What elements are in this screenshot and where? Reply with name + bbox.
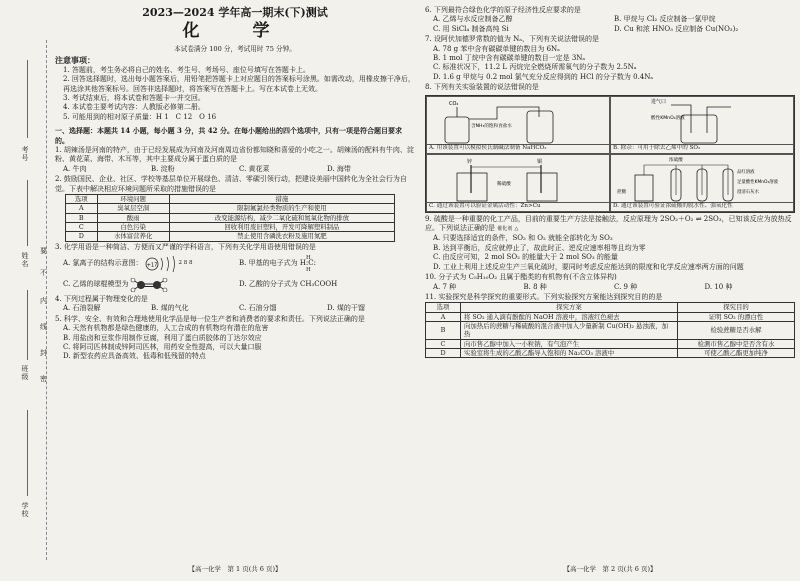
seal-char: 封 [40,349,47,357]
option-text: A. 氯离子的结构示意图： [63,259,143,268]
table-cell: 实验室将生成的乙酸乙酯导入饱和的 Na₂CO₃ 溶液中 [461,348,678,357]
class-label: 班级 [21,365,29,381]
option: C. 标准状况下，11.2 L 丙烷完全燃烧所需氧气的分子数为 2.5Nₐ [433,63,637,72]
q3-row2 [55,276,415,294]
table-cell: A [426,312,461,321]
table-cell: 证明 SO₂ 的漂白性 [678,312,795,321]
seal-char: 密 [40,375,47,383]
option: A. 天然有机物都是绿色健康的，人工合成的有机物均有潜在的危害 [63,324,269,333]
table-cell: B [66,213,98,222]
footer-page-1: 【高一化学 第 1 页(共 6 页)】 [188,564,282,573]
option: C. 将阿司匹林制成锌阿司匹林，用药安全性提高，可以大量口服 [63,343,262,352]
option: B. 用盐卤和豆浆作用制作豆腐，利用了蛋白质胶体的丁达尔效应 [63,333,262,342]
seal-line [46,40,47,560]
caption: D. 通过该装置可验证浓硫酸的脱水性、强氧化性 [611,202,793,211]
school-label: 学校 [21,502,29,518]
exam-info: 本试卷满分 100 分，考试用时 75 分钟。 [174,45,296,53]
table-cell: 回收利用废旧塑料，开发可降解塑料制品 [169,222,394,231]
table-row [66,222,395,231]
exam-no-line [27,60,28,138]
school-line [27,410,28,496]
note-item: 3. 考试结束后，将本试卷和答题卡一并交回。 [63,94,205,103]
apparatus-b [610,96,794,154]
notes-heading: 注意事项： [55,55,95,66]
table-row [66,204,395,213]
option [63,278,239,292]
q11-table [425,302,795,358]
note-item: 4. 本试卷主要考试内容：人教版必修第二册。 [63,103,205,112]
apparatus-d-drawing [611,155,791,203]
h-atom: H [306,266,311,273]
table-header: 选项 [426,303,461,312]
table-row [66,213,395,222]
table-row [66,232,395,241]
table-cell: D [426,348,461,357]
apparatus-c [426,154,610,212]
caption: A. 用该装置可以模拟侯氏制碱法制备 NaHCO₃ [427,144,609,153]
option: A. 牛肉 [63,164,87,173]
table-header: 措施 [169,195,394,204]
question-11: 11. 实验探究是科学探究的重要形式。下列实验探究方案能达到探究目的的是 [425,292,663,301]
section-heading: 一、选择题：本题共 14 小题，每小题 3 分，共 42 分。在每小题给出的四个选项中，只有一项是符合题目要求的。 [55,126,402,145]
exam-no-label: 考号 [21,146,29,162]
subject-title: 化 学 [182,21,288,41]
table-cell: C [66,222,98,231]
table-cell: 水体富营养化 [97,232,169,241]
caption: B. 除杂：可用于除去乙烯中的 SO₂ [611,144,793,153]
question-5: 5. 科学、安全、有效和合理地使用化学品是每一位生产者和消费者的要求和责任。下列说法正确的是 [55,314,365,323]
option [63,254,239,274]
seal-char: 线 [40,323,47,331]
table-row [426,339,795,348]
table-row [426,348,795,357]
table-row [426,321,795,339]
table-cell: 臭氧层空洞 [97,204,169,213]
table-cell: 禁止使用含磷洗衣粉及施用氮肥 [169,232,394,241]
class-line [27,290,28,360]
apparatus-label: 含NH₃的饱和食盐水 [471,123,512,129]
table-header: 探究目的 [678,303,795,312]
option: C. 9 种 [614,282,638,291]
apparatus-label: 进气口 [651,98,667,105]
left-column [55,6,415,576]
option: B. 甲烷与 Cl₂ 反应制备一氯甲烷 [614,15,716,24]
option: D. 煤的干馏 [327,304,365,313]
option: D. 乙酸的分子式为 CH₃COOH [239,280,338,289]
option: D. 10 种 [704,282,733,291]
table-cell: 白色污染 [97,222,169,231]
option [239,255,415,273]
h-atom: H [306,254,311,261]
question-2: 2. 鼓励国民、企业、社区、学校等基层单位开展绿色、清洁、零碳引领行动，把建设美丽中国转化为全社会行为自觉。下表中解决相应环境问题所采取的措施错误的是 [55,175,407,193]
methyl-hydrogens [306,255,311,273]
table-cell: 向加热后的蔗糖与稀硫酸的混合液中加入少量新制 Cu(OH)₂ 悬浊液，加热 [461,321,678,339]
option: B. 淀粉 [151,164,175,173]
question-text: 9. 硫酸是一种重要的化工产品，目前的重要生产方法是接触法，反应原理为 2SO₂＋O₂ ⇌ 2SO₃，已知该反应为放热反应。下列说法正确的是 [425,214,792,233]
option: D. 1.6 g 甲烷与 0.2 mol 氯气充分反应得到的 HCl 的分子数为 0.4Nₐ [433,72,654,81]
apparatus-label: 浓硫酸 [669,157,683,163]
q10-options [425,283,795,292]
note-item: 2. 回答选择题时，选出每小题答案后，用铅笔把答题卡上对应题目的答案标号涂黑。如需改动，用橡皮擦干净后，再选涂其他答案标号。回答非选择题时，将答案写在答题卡上。写在本试卷上无效。 [63,75,415,93]
seal-char: 要 [40,247,47,255]
question-9 [425,215,795,235]
heat-symbol: △ [514,226,519,233]
option: A. 只要选择适宜的条件，SO₂ 和 O₂ 就能全部转化为 SO₃ [433,234,613,243]
question-1: 1. 胡辣汤是河南的特产，由于已经发展成为河南及河南周边省份都知晓和喜爱的小吃之一。胡辣汤的配料有牛肉、淀粉、黄花菜、海带、木耳等，其中主要成分属于蛋白质的是 [55,146,414,164]
table-cell: 将 SO₂ 通入滴有酚酞的 NaOH 溶液中，溶液红色褪去 [461,312,678,321]
table-header: 选项 [66,195,98,204]
ethylene-ball-stick-model [129,278,169,292]
option: D. 海带 [327,164,351,173]
apparatus-b-drawing [611,97,791,145]
apparatus-a [426,96,610,154]
q4-options [55,304,415,313]
table-cell: 向市售乙醇中加入一小粒钠，有气泡产生 [461,339,678,348]
option: A. 78 g 苯中含有碳碳单键的数目为 6Nₐ [433,44,560,53]
option: C. 石油分馏 [239,304,277,313]
q1-options [55,165,415,174]
question-10: 10. 分子式为 C₅H₁₀O₂ 且属于酯类的有机物有(不含立体异构) [425,273,617,282]
q8-apparatus-grid [425,95,795,213]
option: A. 石油裂解 [63,304,101,313]
seal-char: 不 [40,269,47,277]
option: B. 1 mol 丁烷中含有碳碳单键的数目一定是 3Nₐ [433,54,586,63]
right-column [425,6,795,576]
table-cell: 检测市售乙醇中是否含有水 [678,339,795,348]
table-header: 探究方案 [461,303,678,312]
question-3: 3. 化学用语是一种简洁、方便而又严谨的学科语言，下列有关化学用语使用错误的是 [55,242,316,251]
q3-row1 [55,252,415,276]
table-cell: 可使乙酸乙酯更加纯净 [678,348,795,357]
nucleus-label: +17 [146,262,157,269]
apparatus-c-drawing [427,155,607,203]
chloride-ion-diagram [143,254,179,274]
option: D. 新型农药应具备高效、低毒和低残留的特点 [63,352,206,361]
option: D. 工业上利用上述反应生产三氧化硫时，要同时考虑反应能达到的限度和化学反应速率两方面的问题 [433,262,744,271]
apparatus-label: 铜 [537,158,543,165]
apparatus-label: 品红溶液 [737,169,755,175]
apparatus-d [610,154,794,212]
table-cell: B [426,321,461,339]
option: A. 乙烯与水反应制备乙醇 [433,15,513,24]
table-cell: 检验蔗糖是否水解 [678,321,795,339]
exam-title: 2023—2024 学年高一期末(下)测试 [142,6,328,19]
question-6: 6. 下列最符合绿色化学的原子经济性反应要求的是 [425,6,581,14]
table-row [426,312,795,321]
footer-page-2: 【高一化学 第 2 页(共 6 页)】 [563,564,657,573]
apparatus-label: CO₂ [449,100,459,107]
table-cell: C [426,339,461,348]
apparatus-label: 酸性KMnO₄溶液 [651,115,685,121]
option-text: C. 乙烯的球棍模型为 [63,280,129,289]
question-7: 7. 设阿伏加德罗常数的值为 Nₐ，下列有关说法错误的是 [425,35,599,44]
apparatus-label: 足量酸性KMnO₄溶液 [737,179,779,185]
option: B. 煤的气化 [151,304,189,313]
option: D. Cu 和浓 HNO₃ 反应制备 Cu(NO₃)₂ [614,24,739,33]
binding-margin [0,0,50,581]
table-cell: 改变能源结构，减少二氧化硫和氮氧化物的排放 [169,213,394,222]
question-8: 8. 下列有关实验装置的说法错误的是 [425,83,539,92]
apparatus-label: 蔗糖 [617,189,627,195]
table-cell: 限制氟氯烃类物质的生产和使用 [169,204,394,213]
option: B. 达到平衡后，反应就停止了，故此时正、逆反应速率相等且均为零 [433,243,646,252]
apparatus-a-drawing [427,97,607,145]
note-item: 5. 可能用到的相对原子质量：H 1 C 12 O 16 [63,112,217,121]
option: C. 黄花菜 [239,164,270,173]
apparatus-label: 锌 [467,158,473,165]
apparatus-label: 稀硫酸 [497,181,511,187]
question-4: 4. 下列过程属于物理变化的是 [55,294,148,303]
option: A. 7 种 [433,282,457,291]
option: C. 用 SiCl₄ 制备高纯 Si [433,24,509,33]
option: B. 8 种 [523,282,547,291]
table-cell: D [66,232,98,241]
seal-char: 内 [40,297,47,305]
caption: C. 通过该装置可以验证金属活动性：Zn>Cu [427,202,609,211]
option-text: B. 甲基的电子式为 H:C: [239,259,316,268]
table-cell: A [66,204,98,213]
shell-electrons: 2 8 8 [178,260,193,267]
q2-table [65,194,395,241]
table-header: 环境问题 [97,195,169,204]
note-item: 1. 答题前，考生务必将自己的姓名、考生号、考场号、座位号填写在答题卡上。 [63,65,310,74]
catalyst-label: 催化剂 [497,226,513,233]
apparatus-label: 澄清石灰水 [737,189,759,195]
option: C. 由反应可知，2 mol SO₂ 的能量大于 2 mol SO₃ 的能量 [433,253,618,262]
table-cell: 酸雨 [97,213,169,222]
name-label: 姓名 [21,252,29,268]
q6-options [425,15,795,34]
name-line [27,180,28,246]
